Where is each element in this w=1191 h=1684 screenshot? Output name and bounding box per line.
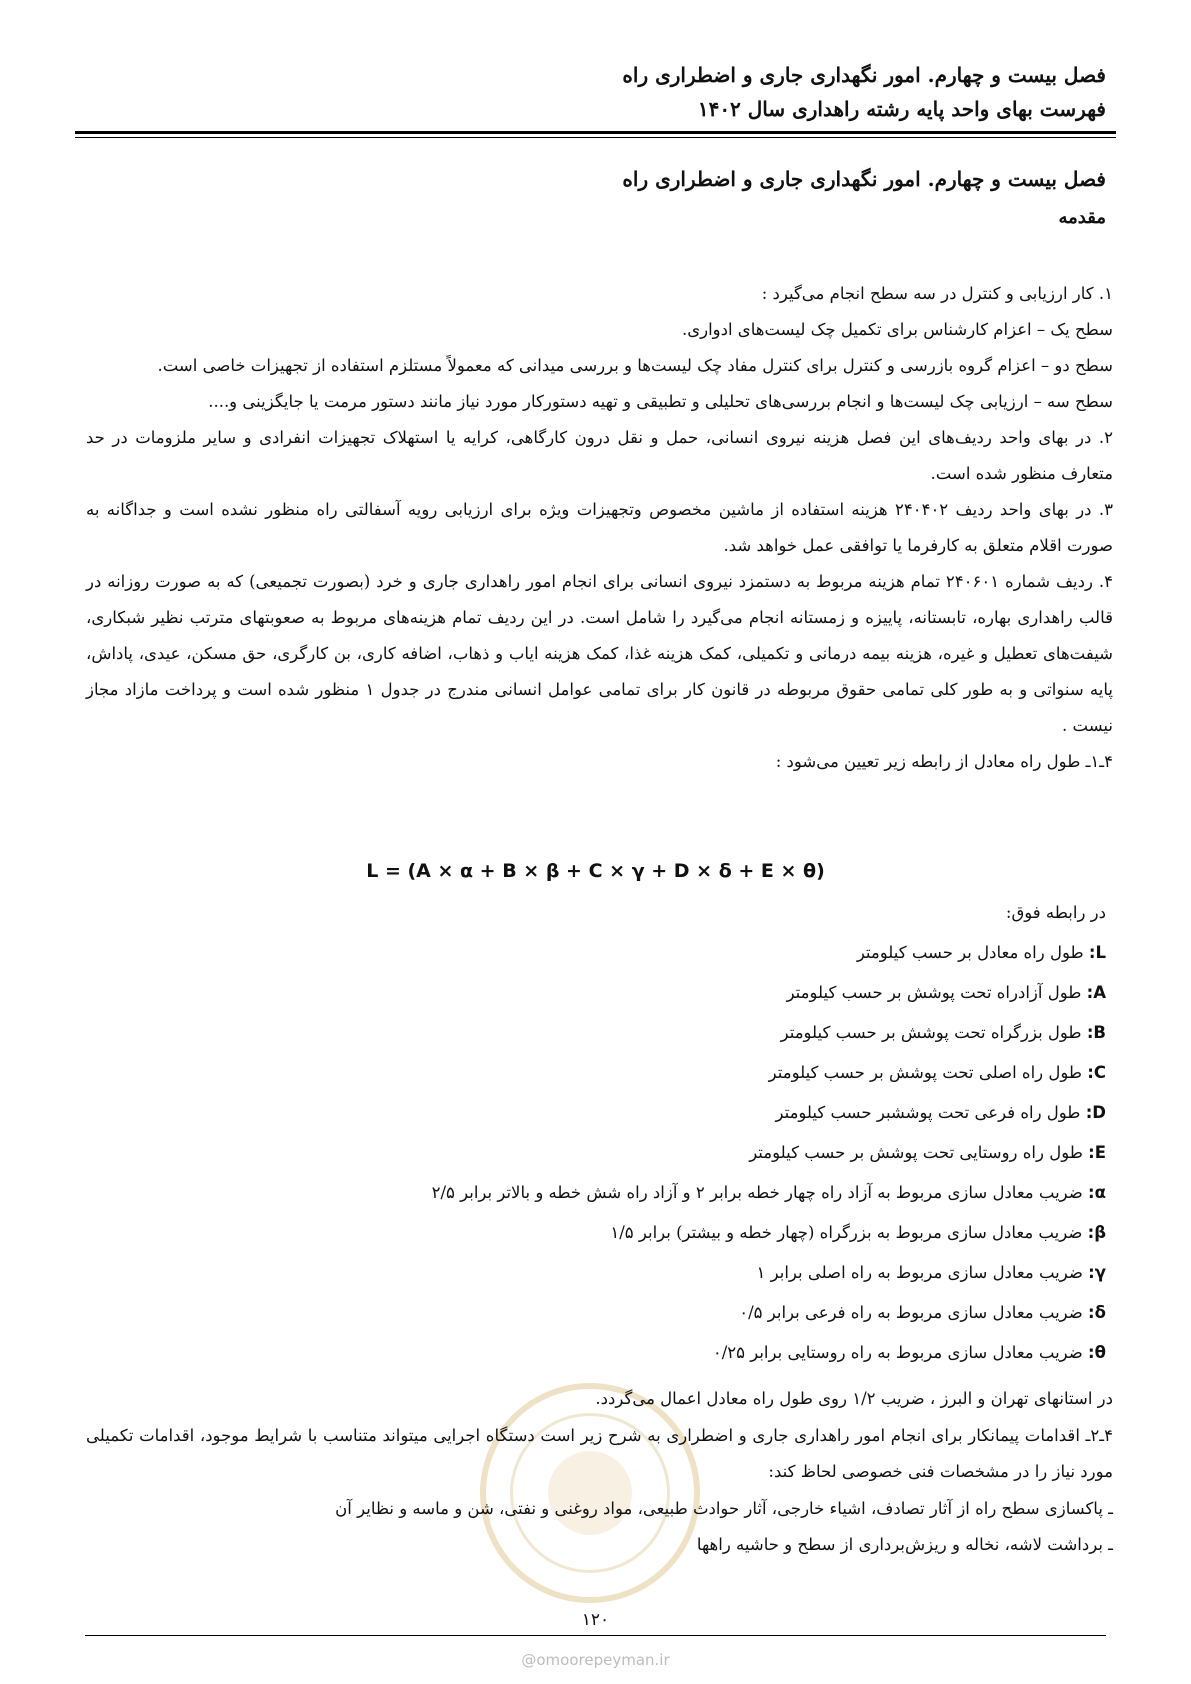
website-watermark: @omoorepeyman.ir [521,1651,670,1669]
definition-item [86,1213,1106,1253]
definitions-intro: در رابطه فوق: [1005,903,1106,922]
definition-symbol: B: [1086,1023,1106,1042]
paragraph: ۴. ردیف شماره ۲۴۰۶۰۱ تمام هزینه مربوط به دستمزد نیروی انسانی برای انجام امور راهداری جاری و خرد (بصورت تجمیعی) که به صورت روزانه در قالب راهداری بهاره، تابستانه، پاییزه و زمستانه انجام می‌گیرد را شامل است. در این ردیف تمام هزینه‌های مربوط به صعوبتهای مترتب نظیر شبکاری، شیفت‌های تعطیل و غیره، هزینه بیمه درمانی و تکمیلی، کمک هزینه غذا، کمک هزینه ایاب و ذهاب، اضافه کاری، بن کارگری، حق مسکن، عیدی، پاداش، پایه سنواتی و به طور کلی تمامی حقوق مربوطه در قانون کار برای تمامی عوامل انسانی مندرج در جدول ۱ منظور شده است و پرداخت مازاد مجاز نیست . [86,572,1113,735]
definition-item [86,1133,1106,1173]
definition-item [86,1093,1106,1133]
definition-text: ضریب معادل سازی مربوط به راه فرعی برابر ۰/۵ [739,1303,1083,1322]
definition-text: طول بزرگراه تحت پوشش بر حسب کیلومتر [780,1023,1082,1042]
equivalent-length-formula: L = (A × α + B × β + C × γ + D × δ + E × θ) [366,860,825,882]
header-rule-thin [75,137,1116,138]
definition-item [86,1293,1106,1333]
definition-symbol: δ: [1088,1303,1106,1322]
header-price-list-title: فهرست بهای واحد پایه رشته راهداری سال ۱۴۰۲ [697,97,1106,121]
definition-symbol: A: [1086,983,1106,1002]
paragraph: سطح دو – اعزام گروه بازرسی و کنترل برای کنترل مفاد چک لیست‌ها و بررسی میدانی که معمولاً مستلزم استفاده از تجهیزات خاصی است. [157,356,1113,375]
definition-symbol: C: [1087,1063,1106,1082]
paragraph: ۴ـ۱ـ طول راه معادل از رابطه زیر تعیین می‌شود : [775,752,1113,771]
section-subtitle: مقدمه [1058,207,1106,228]
page-header [85,58,1106,126]
definition-text: طول راه اصلی تحت پوشش بر حسب کیلومتر [768,1063,1083,1082]
definition-text: ضریب معادل سازی مربوط به بزرگراه (چهار خطه و بیشتر) برابر ۱/۵ [610,1223,1083,1242]
definition-text: طول آزادراه تحت پوشش بر حسب کیلومتر [786,983,1082,1002]
closing-body [86,1381,1113,1564]
intro-body [86,276,1113,780]
definition-text: طول راه معادل بر حسب کیلومتر [856,943,1084,962]
definition-item [86,1173,1106,1213]
paragraph: سطح سه – ارزیابی چک لیست‌ها و انجام بررسی‌های تحلیلی و تطبیقی و تهیه دستورکار مورد نیاز مانند دستور مرمت یا جایگزینی و.... [208,392,1113,411]
definition-item [86,933,1106,973]
definition-symbol: θ: [1088,1343,1106,1362]
definition-symbol: D: [1085,1103,1106,1122]
definition-symbol: α: [1088,1183,1106,1202]
footer-rule [85,1635,1106,1636]
bullet-item: ـ پاکسازی سطح راه از آثار تصادف، اشیاء خارجی، آثار حوادث طبیعی، مواد روغنی و نفتی، شن و ماسه و نظایر آن [335,1498,1113,1518]
definition-symbol: γ: [1088,1263,1106,1282]
definition-text: ضریب معادل سازی مربوط به راه اصلی برابر ۱ [756,1263,1083,1282]
definitions-list [86,893,1106,1373]
definition-text: ضریب معادل سازی مربوط به آزاد راه چهار خطه برابر ۲ و آزاد راه شش خطه و بالاتر برابر ۲/۵ [431,1183,1083,1202]
definition-text: طول راه روستایی تحت پوشش بر حسب کیلومتر [749,1143,1083,1162]
definition-item [86,1053,1106,1093]
definition-text: طول راه فرعی تحت پوششبر حسب کیلومتر [775,1103,1081,1122]
page-number: ۱۲۰ [581,1610,610,1630]
definition-symbol: β: [1087,1223,1106,1242]
section-title: فصل بیست و چهارم. امور نگهداری جاری و اضطراری راه [622,167,1106,191]
definition-item [86,1013,1106,1053]
definition-symbol: E: [1088,1143,1106,1162]
definition-text: ضریب معادل سازی مربوط به راه روستایی برابر ۰/۲۵ [712,1343,1083,1362]
bullet-item: ـ برداشت لاشه، نخاله و ریزش‌برداری از سطح و حاشیه راهها [696,1535,1113,1554]
definition-symbol: L: [1088,943,1106,962]
paragraph: ۴ـ۲ـ اقدامات پیمانکار برای انجام امور راهداری جاری و اضطراری به شرح زیر است دستگاه اجرایی میتواند متناسب با شرایط موجود، اقدامات تکمیلی مورد نیاز را در مشخصات فنی خصوصی لحاظ کند: [86,1425,1113,1481]
paragraph: ۱. کار ارزیابی و کنترل در سه سطح انجام می‌گیرد : [761,284,1113,303]
paragraph: سطح یک – اعزام کارشناس برای تکمیل چک لیست‌های ادواری. [681,320,1113,339]
paragraph: ۳. در بهای واحد ردیف ۲۴۰۴۰۲ هزینه استفاده از ماشین مخصوص وتجهیزات ویژه برای ارزیابی رویه آسفالتی راه منظور نشده است و جداگانه به صورت اقلام متعلق به کارفرما یا توافقی عمل خواهد شد. [86,500,1113,555]
header-chapter-title: فصل بیست و چهارم. امور نگهداری جاری و اضطراری راه [622,63,1106,87]
definition-item [86,1253,1106,1293]
paragraph: ۲. در بهای واحد ردیف‌های این فصل هزینه نیروی انسانی، حمل و نقل درون کارگاهی، کرایه یا استهلاک تجهیزات انفرادی و سایر ملزومات در حد متعارف منظور شده است. [86,428,1113,483]
paragraph: در استانهای تهران و البرز ، ضریب ۱/۲ روی طول راه معادل اعمال می‌گردد. [595,1389,1113,1408]
definition-item [86,973,1106,1013]
header-rule-thick [75,131,1116,134]
definition-item [86,1333,1106,1373]
